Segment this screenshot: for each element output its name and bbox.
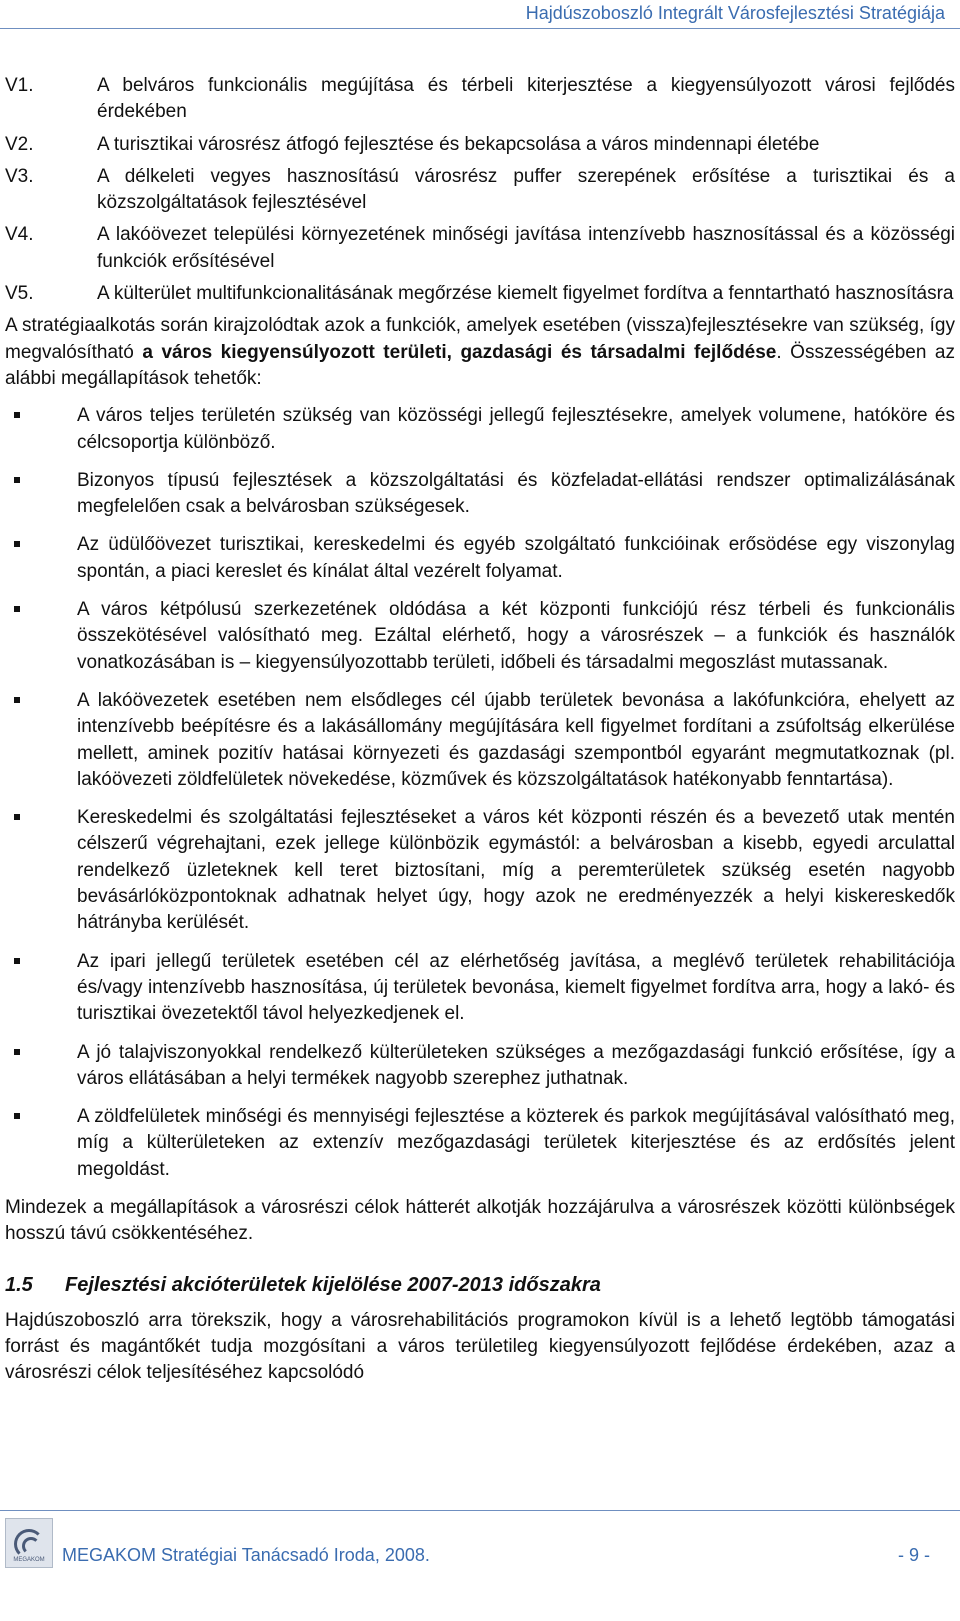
finding-item: [5, 805, 955, 936]
section-title: Fejlesztési akcióterületek kijelölése 2007-2013 időszakra: [65, 1273, 601, 1296]
square-bullet-icon: [5, 949, 77, 1028]
page-content: [5, 73, 955, 1387]
finding-text: A lakóövezetek esetében nem elsődleges cél újabb területek bevonása a lakófunkcióra, ehelyett az intenzívebb beépítésre és a lakásállomány megújítására kell figyelmet fordítani a zsúfoltság elkerülése mellett, aminek pozitív hatásai környezeti és gazdasági szempontból egyaránt megmutatkoznak (pl. lakóövezeti zöldfelületek növekedése, közművek és közszolgáltatások hatékonyabb fenntartása).: [77, 689, 955, 790]
finding-text: Kereskedelmi és szolgáltatási fejlesztéseket a város két központi részén és a bevezető utak mentén célszerű végrehajtani, ezek jellege különbözik egymástól: a belvárosban a kisebb, egyedi arculattal rendelkező üzleteknek kell teret biztosítani, míg a peremterületek szükség esetén nagyobb bevásárlóközpontoknak adhatnak helyet úgy, hogy azok ne eredményezzék a helyi kiskereskedők hátrányba kerülését.: [77, 807, 955, 934]
intro-text-end: . Összességében az alábbi megállapítások tehetők:: [5, 341, 956, 389]
logo-swirl-inner-icon: [22, 1537, 40, 1555]
footer-divider: [0, 1510, 960, 1511]
header-divider: [0, 28, 960, 29]
intro-bold-text: a város kiegyensúlyozott területi, gazdasági és társadalmi fejlődése: [142, 341, 777, 363]
logo-text: MEGAKOM: [13, 1557, 45, 1563]
section-heading: [5, 1272, 955, 1298]
finding-text: A város teljes területén szükség van közösségi jellegű fejlesztésekre, amelyek volumene, hatóköre és célcsoportja különböző.: [77, 405, 955, 453]
finding-item: [5, 688, 955, 793]
finding-text: Bizonyos típusú fejlesztések a közszolgáltatási és közfeladat-ellátási rendszer optimalizálásának megfelelően csak a belvárosban szükségesek.: [77, 469, 955, 518]
square-bullet-icon: [5, 1104, 77, 1183]
vision-number: V1.: [5, 75, 34, 96]
square-bullet-icon: [5, 688, 77, 793]
square-bullet-icon: [5, 403, 77, 456]
finding-item: [5, 1040, 955, 1093]
intro-paragraph: [5, 313, 955, 392]
vision-item: [5, 132, 955, 158]
finding-item: [5, 468, 955, 521]
finding-item: [5, 949, 955, 1028]
finding-item: [5, 532, 955, 585]
finding-text: A zöldfelületek minőségi és mennyiségi fejlesztése a közterek és parkok megújításával valósítható meg, míg a külterületeken az extenzív mezőgazdasági területek kiterjesztése és az erdősítés jelent megoldást.: [77, 1106, 955, 1180]
footer-company: MEGAKOM Stratégiai Tanácsadó Iroda, 2008.: [62, 1545, 430, 1565]
finding-item: [5, 1104, 955, 1183]
vision-item: [5, 73, 955, 126]
page-footer: [0, 1510, 960, 1621]
vision-number: V2.: [5, 133, 34, 155]
section-number: 1.5: [5, 1273, 33, 1296]
findings-list: [5, 403, 955, 1183]
megakom-logo: [5, 1518, 53, 1568]
square-bullet-icon: [5, 805, 77, 936]
finding-text: A város kétpólusú szerkezetének oldódása a két központi funkciójú rész térbeli és funkcionális összekötésével valósítható meg. Ezáltal elérhető, hogy a városrészek – a funkciók és használók vonatkozásában is – kiegyensúlyozottabb területi, időbeli és társadalmi megoszlást mutassanak.: [77, 599, 955, 673]
vision-number: V5.: [5, 283, 34, 305]
page-number: - 9 -: [897, 1545, 930, 1565]
summary-paragraph: Mindezek a megállapítások a városrészi célok hátterét alkotják hozzájárulva a városrészek közötti különbségek hosszú távú csökkentéséhez.: [5, 1196, 955, 1245]
document-title: Hajdúszoboszló Integrált Városfejlesztési Stratégiája: [525, 3, 945, 23]
vision-text: A délkeleti vegyes hasznosítású városrész puffer szerepének erősítése a turisztikai és a közszolgáltatások fejlesztésével: [97, 165, 955, 214]
finding-text: Az ipari jellegű területek esetében cél az elérhetőség javítása, a meglévő területek rehabilitációja és/vagy intenzívebb hasznosítása, új területek bevonása, kiemelt figyelmet fordítva arra, hogy a lakó- és turisztikai övezetektől távol helyezkedjenek el.: [77, 950, 955, 1025]
vision-text: A külterület multifunkcionalitásának megőrzése kiemelt figyelmet fordítva a fenntartható hasznosításra: [97, 283, 954, 305]
intro-text: A stratégiaalkotás során kirajzolódtak azok a funkciók, amelyek esetében (vissza)fejlesztésekre van szükség, így megvalósítható: [5, 315, 955, 363]
vision-text: A lakóövezet települési környezetének minőségi javítása intenzívebb hasznosítással és a közösségi funkciók erősítésével: [97, 224, 955, 272]
vision-text: A turisztikai városrész átfogó fejlesztése és bekapcsolása a város mindennapi életébe: [97, 133, 820, 155]
section-paragraph: Hajdúszoboszló arra törekszik, hogy a városrehabilitációs programokon kívül is a lehető legtöbb támogatási forrást és magántőkét tudja mozgósítani a város területileg kiegyensúlyozott fejlődése érdekében, azaz a városrészi célok teljesítéséhez kapcsolódó: [5, 1309, 955, 1384]
finding-item: [5, 597, 955, 676]
vision-item: [5, 281, 955, 307]
finding-text: Az üdülőövezet turisztikai, kereskedelmi és egyéb szolgáltató funkcióinak erősödése egy viszonylag spontán, a piaci kereslet és kínálat által vezérelt folyamat.: [77, 534, 955, 582]
vision-number: V4.: [5, 224, 34, 246]
finding-text: A jó talajviszonyokkal rendelkező külterületeken szükséges a mezőgazdasági funkció erősítése, így a város ellátásában a helyi termékek nagyobb szerephez juthatnak.: [77, 1041, 955, 1089]
vision-item: [5, 222, 955, 275]
square-bullet-icon: [5, 597, 77, 676]
finding-item: [5, 403, 955, 456]
page-header: [0, 0, 960, 30]
vision-text: A belváros funkcionális megújítása és térbeli kiterjesztése a kiegyensúlyozott városi fejlődés érdekében: [97, 75, 955, 123]
square-bullet-icon: [5, 1040, 77, 1093]
square-bullet-icon: [5, 468, 77, 521]
vision-list: [5, 73, 955, 307]
square-bullet-icon: [5, 532, 77, 585]
vision-number: V3.: [5, 165, 34, 187]
vision-item: [5, 164, 955, 217]
